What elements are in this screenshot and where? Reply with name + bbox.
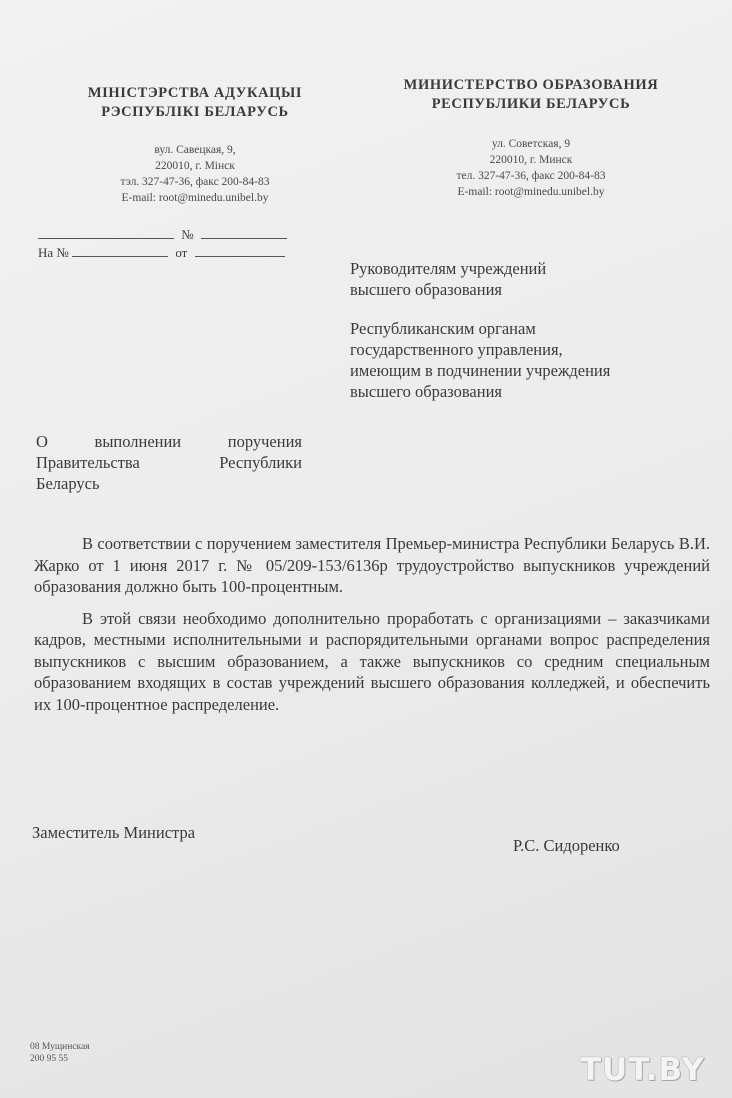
registration-line-outgoing: № [38, 227, 287, 243]
reply-date-blank [195, 245, 285, 257]
body-paragraph-2: В этой связи необходимо дополнительно проработать с организациями – заказчиками кадров, местными исполнительными и распорядительными органами вопрос распределения выпускников с высшим образованием, а также выпускников со средним специальным образованием входящих в состав учреждений высшего образования колледжей, и обеспечить их 100-процентное распределение. [34, 608, 710, 714]
letterhead-belarusian [70, 84, 320, 206]
registration-line-reply: На № от [38, 245, 285, 261]
watermark-logo: TUT.BY [580, 1052, 705, 1088]
letter-body [34, 533, 710, 715]
ministry-name-by: МІНІСТЭРСТВА АДУКАЦЫІ РЭСПУБЛІКІ БЕЛАРУСЬ [87, 85, 303, 120]
signatory-name: Р.С. Сидоренко [513, 836, 620, 855]
ministry-name-ru: МИНИСТЕРСТВО ОБРАЗОВАНИЯ РЕСПУБЛИКИ БЕЛАРУСЬ [403, 77, 659, 112]
ministry-address-by: вул. Савецкая, 9, 220010, г. Мінск тэл. 327-47-36, факс 200-84-83 E-mail: root@minedu.unibel.by [120, 144, 270, 204]
addressee-block-2: Республиканским органам государственного управления, имеющим в подчинении учреждения высшего образования [350, 319, 611, 401]
body-paragraph-1: В соответствии с поручением заместителя Премьер-министра Республики Беларусь В.И. Жарко от 1 июня 2017 г. № 05/209-153/6136р трудоустройство выпускников учреждений образования должно быть 100-процентным. [34, 534, 710, 596]
letterhead-russian [376, 76, 686, 200]
outgoing-date-blank [38, 227, 174, 239]
ministry-address-ru: ул. Советская, 9 220010, г. Минск тел. 327-47-36, факс 200-84-83 E-mail: root@minedu.unibel.by [456, 138, 606, 198]
outgoing-number-blank [201, 227, 287, 239]
executor-note: 08 Мущинская 200 95 55 [30, 1042, 90, 1064]
letter-subject: О выполнении поручения Правительства Республики Беларусь [36, 432, 302, 493]
reply-number-blank [72, 245, 168, 257]
signatory-title: Заместитель Министра [32, 823, 196, 842]
addressee-block-1: Руководителям учреждений высшего образования [350, 259, 547, 299]
